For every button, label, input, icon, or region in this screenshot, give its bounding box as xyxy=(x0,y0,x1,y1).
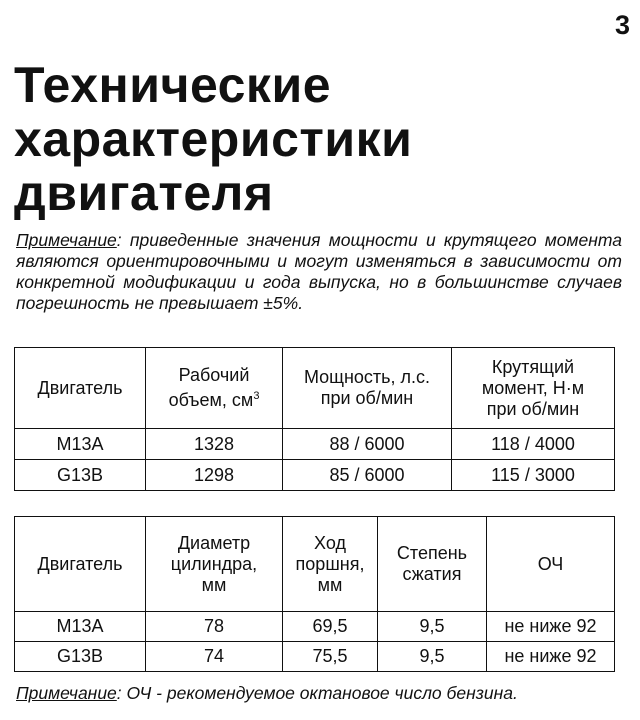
header-power: Мощность, л.с. при об/мин xyxy=(283,348,452,429)
cell-stroke: 75,5 xyxy=(283,642,378,672)
cell-torque: 115 / 3000 xyxy=(452,460,615,491)
table-row xyxy=(15,612,615,642)
cell-engine: G13B xyxy=(15,642,146,672)
table-header-row xyxy=(15,517,615,612)
page-title xyxy=(14,58,614,220)
cell-engine: G13B xyxy=(15,460,146,491)
cell-bore: 74 xyxy=(146,642,283,672)
table-row xyxy=(15,642,615,672)
table-row xyxy=(15,429,615,460)
cell-octane: не ниже 92 xyxy=(487,642,615,672)
cell-compression: 9,5 xyxy=(378,642,487,672)
table-header-row xyxy=(15,348,615,429)
cell-volume: 1298 xyxy=(146,460,283,491)
cell-bore: 78 xyxy=(146,612,283,642)
engine-dimensions-table xyxy=(14,516,615,672)
header-engine: Двигатель xyxy=(15,348,146,429)
header-octane: ОЧ xyxy=(487,517,615,612)
title-line-2: характеристики xyxy=(14,111,413,167)
note-label: Примечание xyxy=(16,683,117,703)
header-bore: Диаметр цилиндра, мм xyxy=(146,517,283,612)
engine-power-table xyxy=(14,347,615,491)
cell-engine: M13A xyxy=(15,612,146,642)
note-text: : ОЧ - рекомендуемое октановое число бензина. xyxy=(116,683,518,703)
octane-note xyxy=(16,683,622,704)
header-compression: Степень сжатия xyxy=(378,517,487,612)
header-volume xyxy=(146,348,283,429)
note-text: : приведенные значения мощности и крутящего момента являются ориентировочными и могут изменяться в зависимости от конкретной модификации и года выпуска, но в большинстве случаев погрешность не превышает ±5%. xyxy=(16,230,622,313)
header-engine: Двигатель xyxy=(15,517,146,612)
cell-compression: 9,5 xyxy=(378,612,487,642)
cell-engine: M13A xyxy=(15,429,146,460)
cell-stroke: 69,5 xyxy=(283,612,378,642)
header-torque: Крутящий момент, Н·м при об/мин xyxy=(452,348,615,429)
cell-octane: не ниже 92 xyxy=(487,612,615,642)
title-line-3: двигателя xyxy=(14,165,274,221)
table-row xyxy=(15,460,615,491)
cell-volume: 1328 xyxy=(146,429,283,460)
title-line-1: Технические xyxy=(14,57,331,113)
header-stroke: Ход поршня, мм xyxy=(283,517,378,612)
cell-power: 88 / 6000 xyxy=(283,429,452,460)
note-label: Примечание xyxy=(16,230,117,250)
power-torque-note xyxy=(16,230,622,314)
cell-power: 85 / 6000 xyxy=(283,460,452,491)
header-volume-sup: 3 xyxy=(253,390,260,402)
header-volume-label: Рабочий объем, см xyxy=(168,365,254,410)
cell-torque: 118 / 4000 xyxy=(452,429,615,460)
page-number: 3 xyxy=(614,10,630,40)
